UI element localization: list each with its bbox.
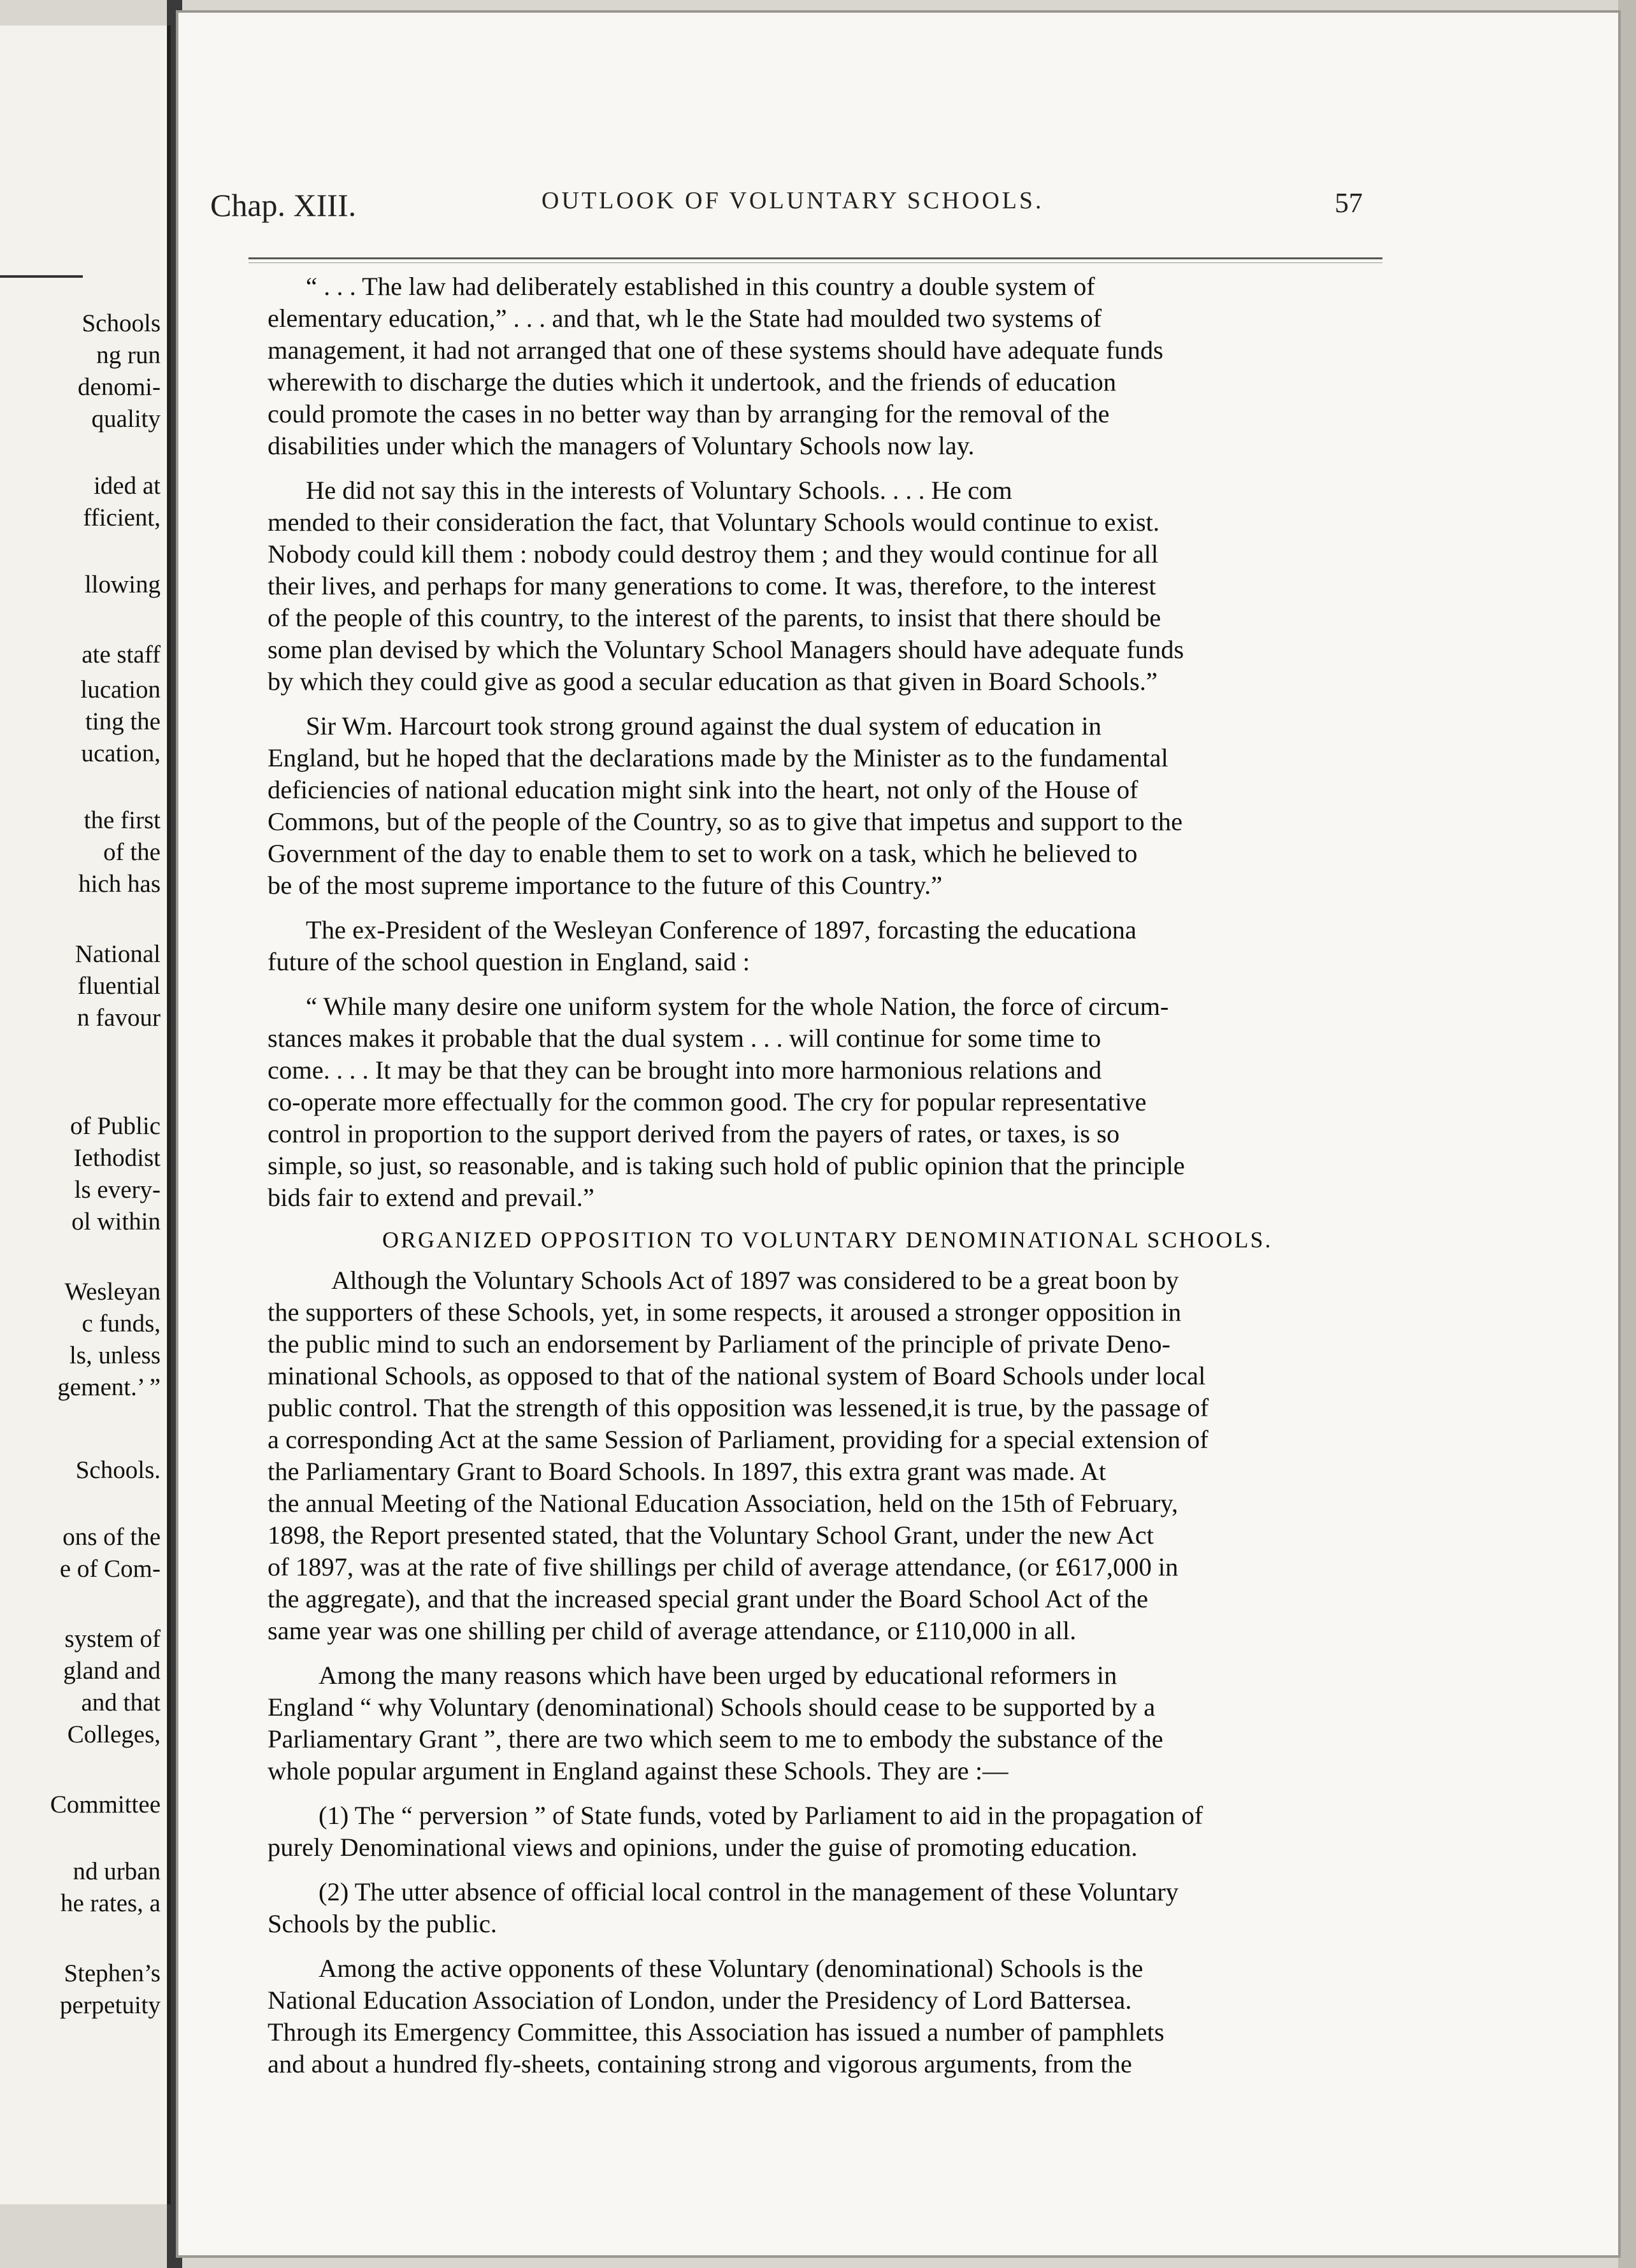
body-line: simple, so just, so reasonable, and is taking such hold of public opinion that the principle — [268, 1151, 1185, 1180]
body-line: (1) The “ perversion ” of State funds, voted by Parliament to aid in the propagation of — [319, 1801, 1203, 1830]
left-page-fragment — [0, 25, 171, 2204]
body-line: the public mind to such an endorsement by Parliament of the principle of private Deno- — [268, 1330, 1171, 1358]
body-line: Commons, but of the people of the Country, so as to give that impetus and support to the — [268, 807, 1183, 836]
body-line: England “ why Voluntary (denominational) Schools should cease to be supported by a — [268, 1693, 1156, 1721]
left-page-line: ucation, — [81, 740, 161, 767]
body-line: elementary education,” . . . and that, wh le the State had moulded two systems of — [268, 304, 1102, 333]
left-header-rule — [0, 275, 83, 278]
body-line: Through its Emergency Committee, this Association has issued a number of pamphlets — [268, 2018, 1165, 2046]
body-line: by which they could give as good a secular education as that given in Board Schools.” — [268, 667, 1158, 696]
body-line: He did not say this in the interests of Voluntary Schools. . . . He com — [306, 476, 1012, 505]
left-page-line: e of Com- — [59, 1555, 161, 1583]
body-line: stances makes it probable that the dual system . . . will continue for some time to — [268, 1024, 1101, 1052]
left-page-line: gland and — [63, 1657, 161, 1684]
body-line: Although the Voluntary Schools Act of 1897 was considered to be a great boon by — [331, 1266, 1179, 1295]
page-edge — [1618, 0, 1636, 2268]
body-line: minational Schools, as opposed to that of the national system of Board Schools under local — [268, 1361, 1206, 1390]
body-line: Government of the day to enable them to set to work on a task, which he believed to — [268, 839, 1138, 868]
left-page-line: system of — [64, 1625, 161, 1653]
left-page-line: ided at — [93, 472, 161, 499]
left-page-line: ol within — [71, 1208, 161, 1235]
body-line: of the people of this country, to the interest of the parents, to insist that there should be — [268, 603, 1161, 632]
left-page-line: Colleges, — [67, 1721, 161, 1748]
body-line: whole popular argument in England against these Schools. They are :— — [268, 1756, 1008, 1785]
body-line: future of the school question in England, said : — [268, 947, 750, 976]
left-page-line: Schools. — [75, 1456, 161, 1484]
body-line: purely Denominational views and opinions, under the guise of promoting education. — [268, 1833, 1138, 1862]
left-page-line: Committee — [50, 1791, 161, 1818]
body-line: 1898, the Report presented stated, that the Voluntary School Grant, under the new Act — [268, 1521, 1154, 1549]
body-line: the Parliamentary Grant to Board Schools. In 1897, this extra grant was made. At — [268, 1457, 1106, 1486]
left-page-line: c funds, — [82, 1310, 161, 1337]
left-page-line: the first — [83, 807, 161, 834]
body-line: wherewith to discharge the duties which it undertook, and the friends of education — [268, 368, 1117, 396]
body-line: “ While many desire one uniform system for the whole Nation, the force of circum- — [306, 992, 1169, 1021]
body-line: a corresponding Act at the same Session of Parliament, providing for a special extension of — [268, 1425, 1209, 1454]
body-line: be of the most supreme importance to the future of this Country.” — [268, 871, 943, 900]
header-rule — [248, 257, 1382, 259]
body-line: Parliamentary Grant ”, there are two which seem to me to embody the substance of the — [268, 1725, 1163, 1753]
body-line: mended to their consideration the fact, that Voluntary Schools would continue to exist. — [268, 508, 1159, 536]
left-page-line: of the — [103, 838, 161, 866]
body-line: Sir Wm. Harcourt took strong ground against the dual system of education in — [306, 712, 1101, 740]
left-page-line: lucation — [80, 676, 161, 703]
left-page-line: of Public — [70, 1112, 161, 1140]
body-line: National Education Association of London, under the Presidency of Lord Battersea. — [268, 1986, 1132, 2014]
body-line: Nobody could kill them : nobody could destroy them ; and they would continue for all — [268, 540, 1159, 568]
body-line: come. . . . It may be that they can be brought into more harmonious relations and — [268, 1056, 1102, 1084]
left-page-line: ate staff — [82, 641, 161, 668]
body-line: the annual Meeting of the National Education Association, held on the 15th of February, — [268, 1489, 1179, 1518]
page-number: 57 — [1335, 187, 1363, 219]
left-page-line: gement.’ ” — [57, 1374, 161, 1401]
left-page-line: ons of the — [62, 1523, 161, 1551]
body-line: the aggregate), and that the increased special grant under the Board School Act of the — [268, 1584, 1149, 1613]
body-line: management, it had not arranged that one of these systems should have adequate funds — [268, 336, 1163, 364]
body-line: “ . . . The law had deliberately established in this country a double system of — [306, 272, 1095, 301]
left-page-line: nd urban — [73, 1858, 161, 1885]
body-line: same year was one shilling per child of average attendance, or £110,000 in all. — [268, 1616, 1077, 1645]
left-page-line: perpetuity — [59, 1992, 161, 2019]
left-page-line: hich has — [78, 870, 161, 898]
body-line: disabilities under which the managers of Voluntary Schools now lay. — [268, 431, 975, 460]
body-line: Schools by the public. — [268, 1909, 497, 1938]
chapter-label: Chap. XIII. — [210, 187, 357, 223]
body-line: control in proportion to the support derived from the payers of rates, or taxes, is so — [268, 1119, 1120, 1148]
left-page-line: llowing — [84, 571, 161, 598]
left-page-line: ls, unless — [69, 1342, 161, 1369]
body-line: The ex-President of the Wesleyan Conference of 1897, forcasting the educationa — [306, 915, 1137, 944]
left-page-line: and that — [81, 1689, 161, 1716]
body-line: Among the many reasons which have been urged by educational reformers in — [319, 1661, 1117, 1690]
left-page-line: Schools — [82, 310, 161, 337]
left-page-line: n favour — [76, 1004, 161, 1031]
left-page-line: fficient, — [83, 504, 161, 531]
left-page-line: ng run — [96, 341, 161, 369]
body-line: Among the active opponents of these Voluntary (denominational) Schools is the — [319, 1954, 1144, 1983]
body-line: and about a hundred fly-sheets, containing strong and vigorous arguments, from the — [268, 2049, 1132, 2078]
body-line: could promote the cases in no better way than by arranging for the removal of the — [268, 399, 1110, 428]
running-title: OUTLOOK OF VOLUNTARY SCHOOLS. — [542, 187, 1044, 214]
body-line: co-operate more effectually for the common good. The cry for popular representative — [268, 1087, 1147, 1116]
left-page-line: denomi- — [78, 373, 161, 401]
body-line: bids fair to extend and prevail.” — [268, 1183, 594, 1212]
body-line: (2) The utter absence of official local control in the management of these Voluntary — [319, 1877, 1179, 1906]
body-line: their lives, and perhaps for many generations to come. It was, therefore, to the interest — [268, 571, 1156, 600]
left-page-line: he rates, a — [61, 1890, 161, 1917]
body-line: public control. That the strength of this opposition was lessened,it is true, by the passage of — [268, 1393, 1209, 1422]
left-page-line: ting the — [85, 708, 161, 735]
body-line: some plan devised by which the Voluntary School Managers should have adequate funds — [268, 635, 1184, 664]
body-line: deficiencies of national education might sink into the heart, not only of the House of — [268, 775, 1138, 804]
left-page-line: Stephen’s — [64, 1960, 161, 1987]
left-page-line: Iethodist — [73, 1144, 161, 1172]
left-page-line: quality — [91, 405, 161, 433]
left-page-line: ls every- — [74, 1176, 161, 1203]
header-rule-thin — [248, 262, 1382, 263]
left-page-line: Wesleyan — [64, 1278, 161, 1305]
left-page-line: National — [75, 940, 161, 968]
body-line: England, but he hoped that the declarations made by the Minister as to the fundamental — [268, 743, 1168, 772]
body-line: the supporters of these Schools, yet, in some respects, it aroused a stronger opposition in — [268, 1298, 1182, 1326]
section-heading: ORGANIZED OPPOSITION TO VOLUNTARY DENOMINATIONAL SCHOOLS. — [382, 1227, 1273, 1252]
body-line: of 1897, was at the rate of five shillings per child of average attendance, (or £617,000 in — [268, 1553, 1179, 1581]
left-page-line: fluential — [78, 972, 161, 1000]
